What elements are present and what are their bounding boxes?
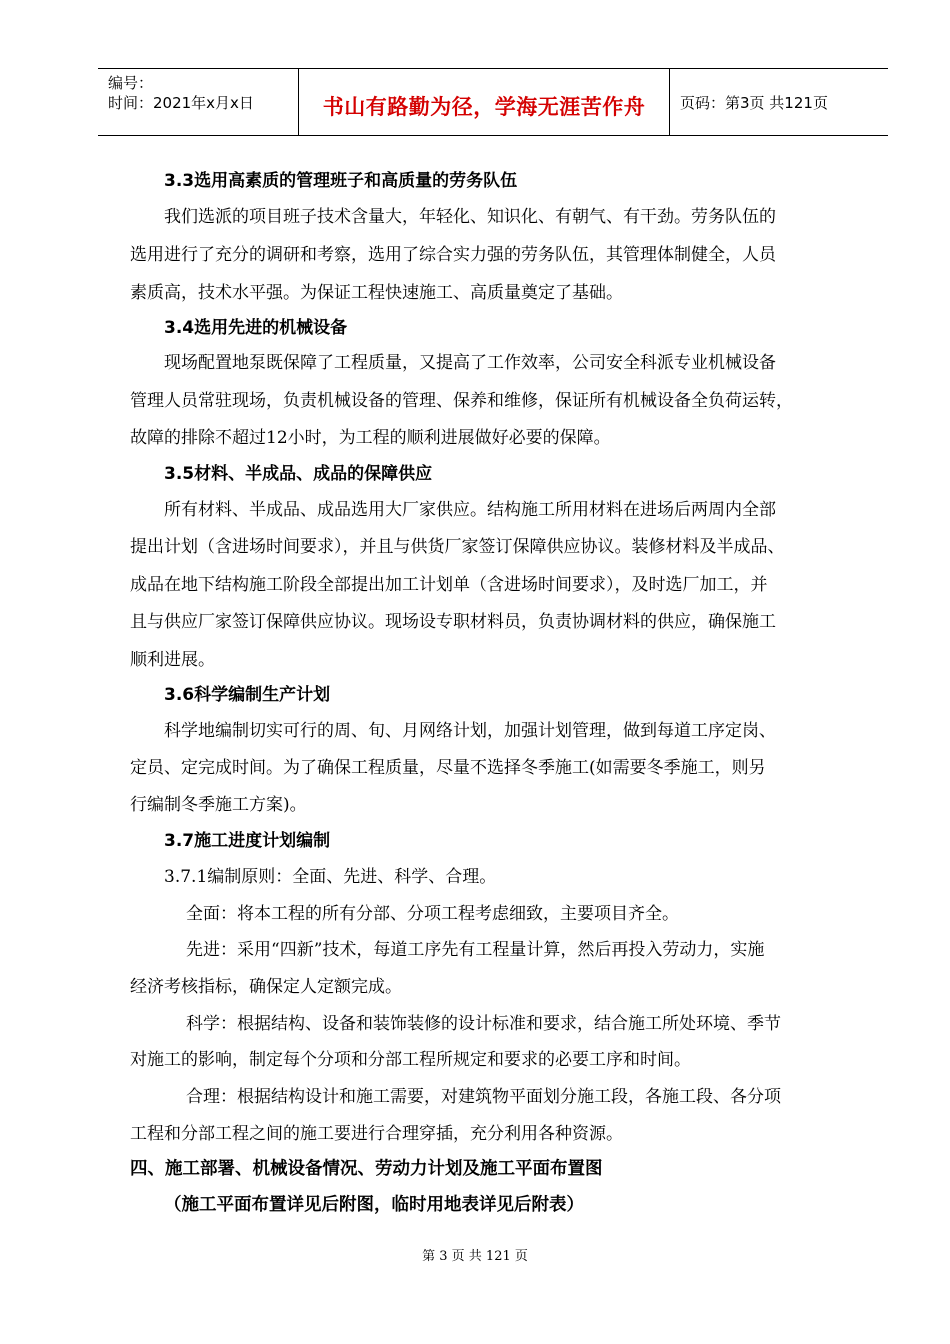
header-meta-cell xyxy=(98,69,299,135)
code-label: 编号： xyxy=(108,74,154,92)
section-4-title: 四、施工部署、机械设备情况、劳动力计划及施工平面布置图 xyxy=(130,1159,603,1179)
paragraph-line: 所有材料、半成品、成品选用大厂家供应。结构施工所用材料在进场后两周内全部 xyxy=(164,500,776,520)
principle-quanmian: 全面：将本工程的所有分部、分项工程考虑细致，主要项目齐全。 xyxy=(186,904,679,924)
principle-kexue-line1: 科学：根据结构、设备和装饰装修的设计标准和要求，结合施工所处环境、季节 xyxy=(186,1014,781,1034)
paragraph-line: 且与供应厂家签订保障供应协议。现场设专职材料员，负责协调材料的供应，确保施工 xyxy=(130,612,776,632)
section-3-7-title: 3.7施工进度计划编制 xyxy=(164,831,331,851)
paragraph-line: 现场配置地泵既保障了工程质量，又提高了工作效率，公司安全科派专业机械设备 xyxy=(164,353,776,373)
paragraph-line: 顺利进展。 xyxy=(130,650,215,670)
section-3-4-title: 3.4选用先进的机械设备 xyxy=(164,318,348,338)
paragraph-line: 管理人员常驻现场，负责机械设备的管理、保养和维修，保证所有机械设备全负荷运转， xyxy=(130,391,793,411)
paragraph-line: 提出计划（含进场时间要求），并且与供货厂家签订保障供应协议。装修材料及半成品、 xyxy=(130,537,785,557)
section-3-6-title: 3.6科学编制生产计划 xyxy=(164,685,331,705)
page-label: 页码：第3页 共121页 xyxy=(680,94,828,112)
paragraph-line: 选用进行了充分的调研和考察，选用了综合实力强的劳务队伍，其管理体制健全，人员 xyxy=(130,245,776,265)
principle-xianjin-line1: 先进：采用“四新”技术，每道工序先有工程量计算，然后再投入劳动力，实施 xyxy=(186,940,765,960)
section-4-subtitle: （施工平面布置详见后附图，临时用地表详见后附表） xyxy=(164,1195,584,1215)
paragraph-line: 故障的排除不超过12小时，为工程的顺利进展做好必要的保障。 xyxy=(130,428,611,448)
header-motto-cell xyxy=(299,69,670,135)
header-page-cell xyxy=(670,69,888,135)
subsection-3-7-1: 3.7.1编制原则：全面、先进、科学、合理。 xyxy=(164,867,497,887)
motto: 书山有路勤为径，学海无涯苦作舟 xyxy=(322,94,646,119)
time-label: 时间：2021年x月x日 xyxy=(108,94,254,112)
principle-heli-line2: 工程和分部工程之间的施工要进行合理穿插，充分利用各种资源。 xyxy=(130,1124,623,1144)
paragraph-line: 素质高，技术水平强。为保证工程快速施工、高质量奠定了基础。 xyxy=(130,283,623,303)
paragraph-line: 成品在地下结构施工阶段全部提出加工计划单（含进场时间要求），及时选厂加工，并 xyxy=(130,575,768,595)
page-header xyxy=(98,68,888,136)
principle-xianjin-line2: 经济考核指标，确保定人定额完成。 xyxy=(130,977,402,997)
section-3-3-title: 3.3选用高素质的管理班子和高质量的劳务队伍 xyxy=(164,171,518,191)
principle-kexue-line2: 对施工的影响，制定每个分项和分部工程所规定和要求的必要工序和时间。 xyxy=(130,1050,691,1070)
section-3-5-title: 3.5材料、半成品、成品的保障供应 xyxy=(164,464,433,484)
paragraph-line: 我们选派的项目班子技术含量大，年轻化、知识化、有朝气、有干劲。劳务队伍的 xyxy=(164,207,776,227)
page-footer: 第 3 页 共 121 页 xyxy=(422,1249,528,1264)
paragraph-line: 行编制冬季施工方案)。 xyxy=(130,795,307,815)
paragraph-line: 定员、定完成时间。为了确保工程质量，尽量不选择冬季施工(如需要冬季施工，则另 xyxy=(130,758,766,778)
paragraph-line: 科学地编制切实可行的周、旬、月网络计划，加强计划管理，做到每道工序定岗、 xyxy=(164,721,776,741)
principle-heli-line1: 合理：根据结构设计和施工需要，对建筑物平面划分施工段，各施工段、各分项 xyxy=(186,1087,781,1107)
